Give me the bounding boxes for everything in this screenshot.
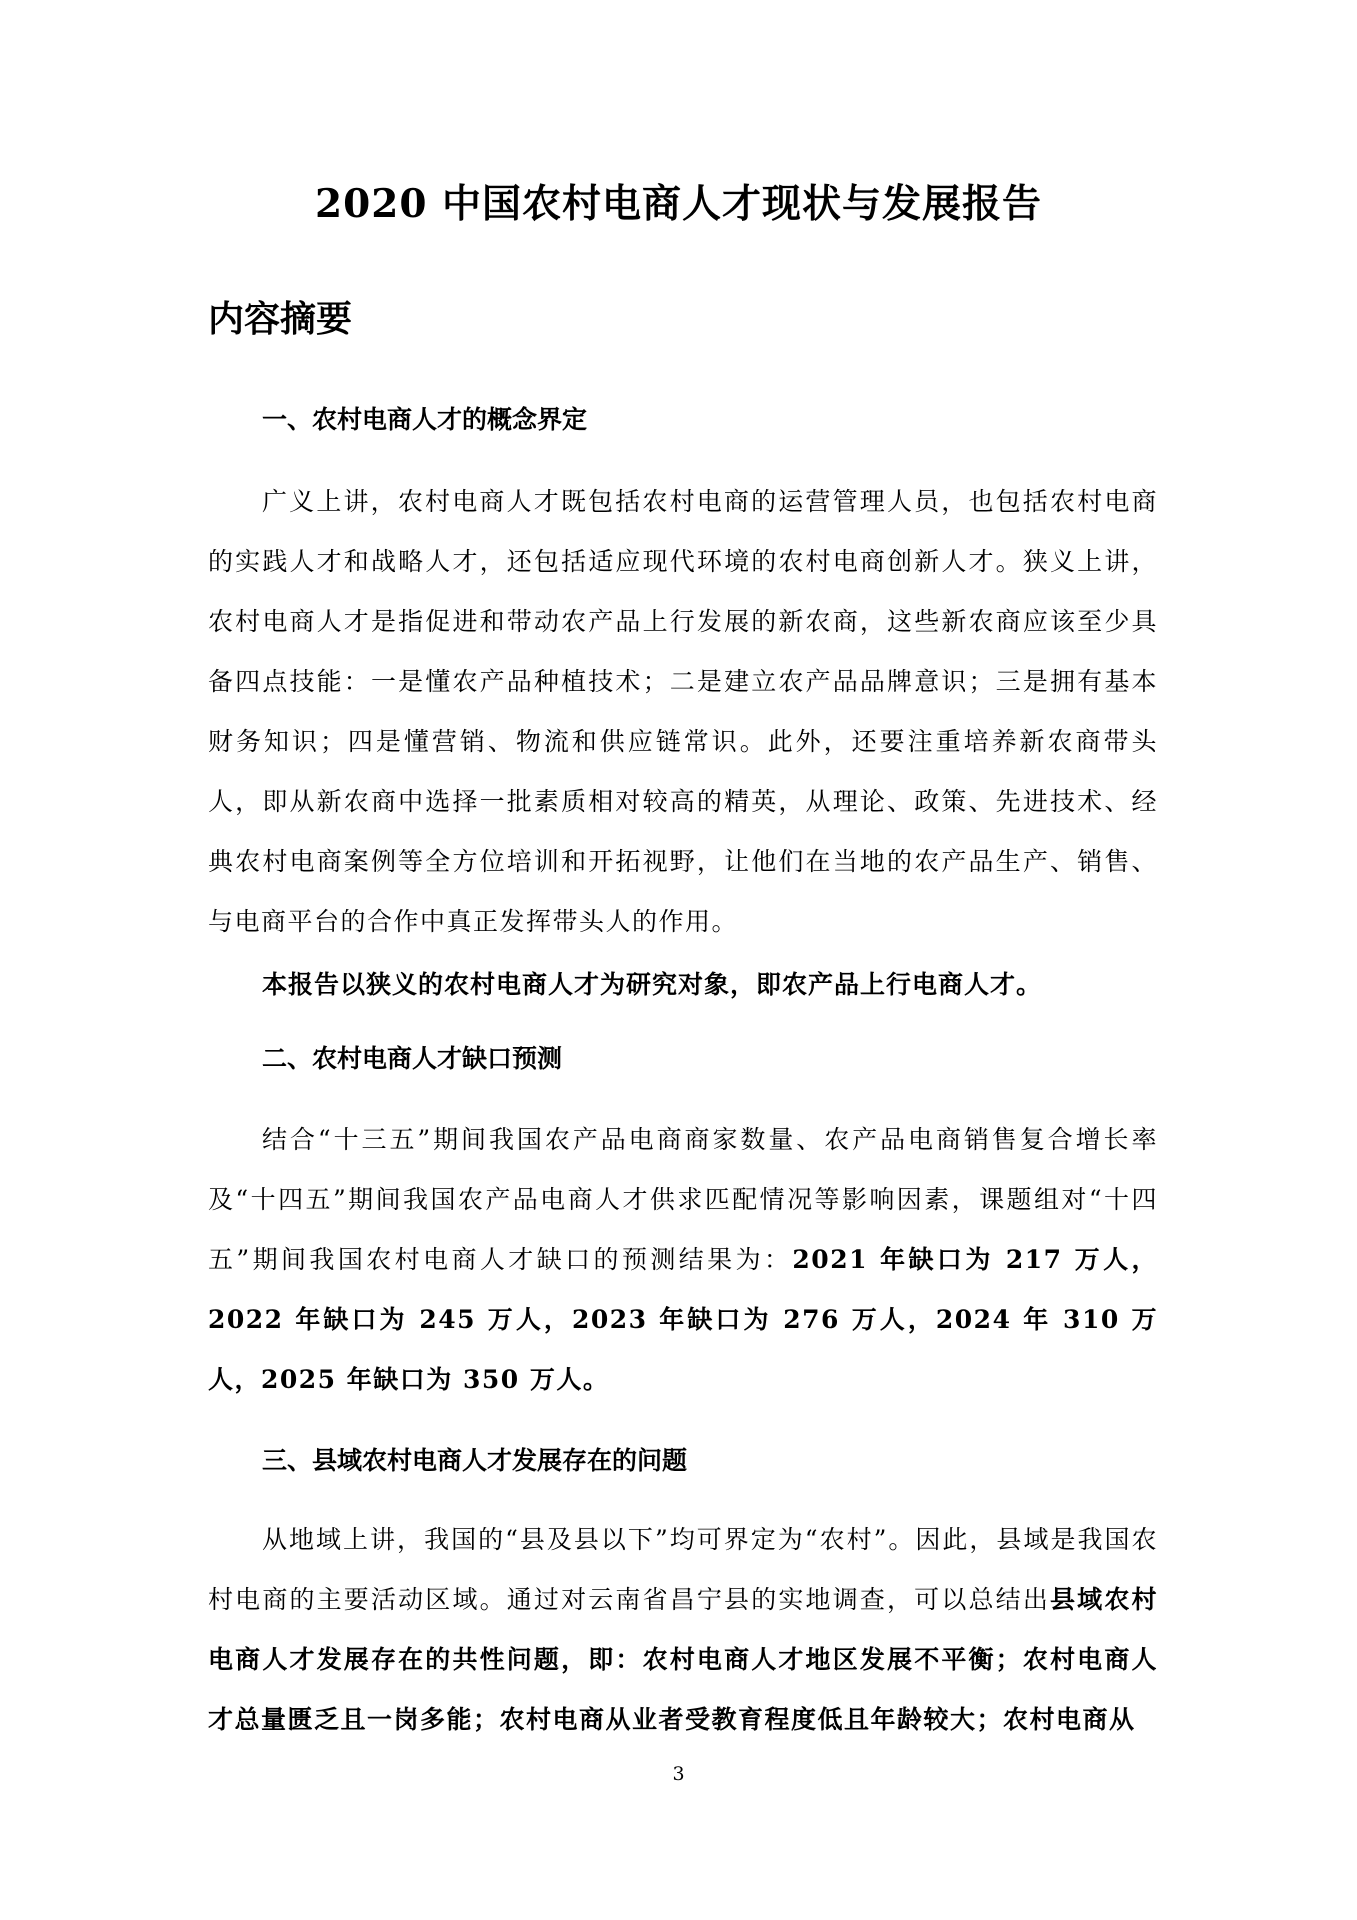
abstract-heading: 内容摘要 bbox=[208, 298, 353, 340]
section-1-paragraph: 广义上讲，农村电商人才既包括农村电商的运营管理人员，也包括农村电商的实践人才和战略人才，还包括适应现代环境的农村电商创新人才。狭义上讲，农村电商人才是指促进和带动农产品上行发展的新农商，这些新农商应该至少具备四点技能：一是懂农产品种植技术；二是建立农产品品牌意识；三是拥有基本财务知识；四是懂营销、物流和供应链常识。此外，还要注重培养新农商带头人，即从新农商中选择一批素质相对较高的精英，从理论、政策、先进技术、经典农村电商案例等全方位培训和开拓视野，让他们在当地的农产品生产、销售、与电商平台的合作中真正发挥带头人的作用。 bbox=[208, 487, 1158, 936]
section-2-paragraph-bold: 2021 年缺口为 217 万人，2022 年缺口为 245 万人，2023 年缺口为 276 万人，2024 年 310 万人，2025 年缺口为 350 万人。 bbox=[208, 1245, 1158, 1394]
section-heading-2: 二、农村电商人才缺口预测 bbox=[262, 1044, 563, 1073]
section-3-paragraph-normal: 从地域上讲，我国的“县及县以下”均可界定为“农村”。因此，县域是我国农村电商的主要活动区域。通过对云南省昌宁县的实地调查，可以总结出 bbox=[208, 1525, 1158, 1614]
section-3-paragraph bbox=[208, 1510, 1158, 1750]
section-heading-1: 一、农村电商人才的概念界定 bbox=[262, 405, 588, 434]
section-heading-3: 三、县域农村电商人才发展存在的问题 bbox=[262, 1446, 688, 1475]
section-2-paragraph-normal: 结合“十三五”期间我国农产品电商商家数量、农产品电商销售复合增长率及“十四五”期间我国农产品电商人才供求匹配情况等影响因素，课题组对“十四五”期间我国农村电商人才缺口的预测结果为： bbox=[208, 1125, 1158, 1274]
section-2-paragraph bbox=[208, 1110, 1158, 1410]
section-1-bold-statement: 本报告以狭义的农村电商人才为研究对象，即农产品上行电商人才。 bbox=[262, 970, 1043, 999]
section-3-paragraph-bold: 县域农村电商人才发展存在的共性问题，即：农村电商人才地区发展不平衡；农村电商人才总量匮乏且一岗多能；农村电商从业者受教育程度低且年龄较大；农村电商从 bbox=[208, 1585, 1158, 1734]
page-number: 3 bbox=[672, 1763, 685, 1785]
document-title: 2020 中国农村电商人才现状与发展报告 bbox=[314, 181, 1043, 227]
